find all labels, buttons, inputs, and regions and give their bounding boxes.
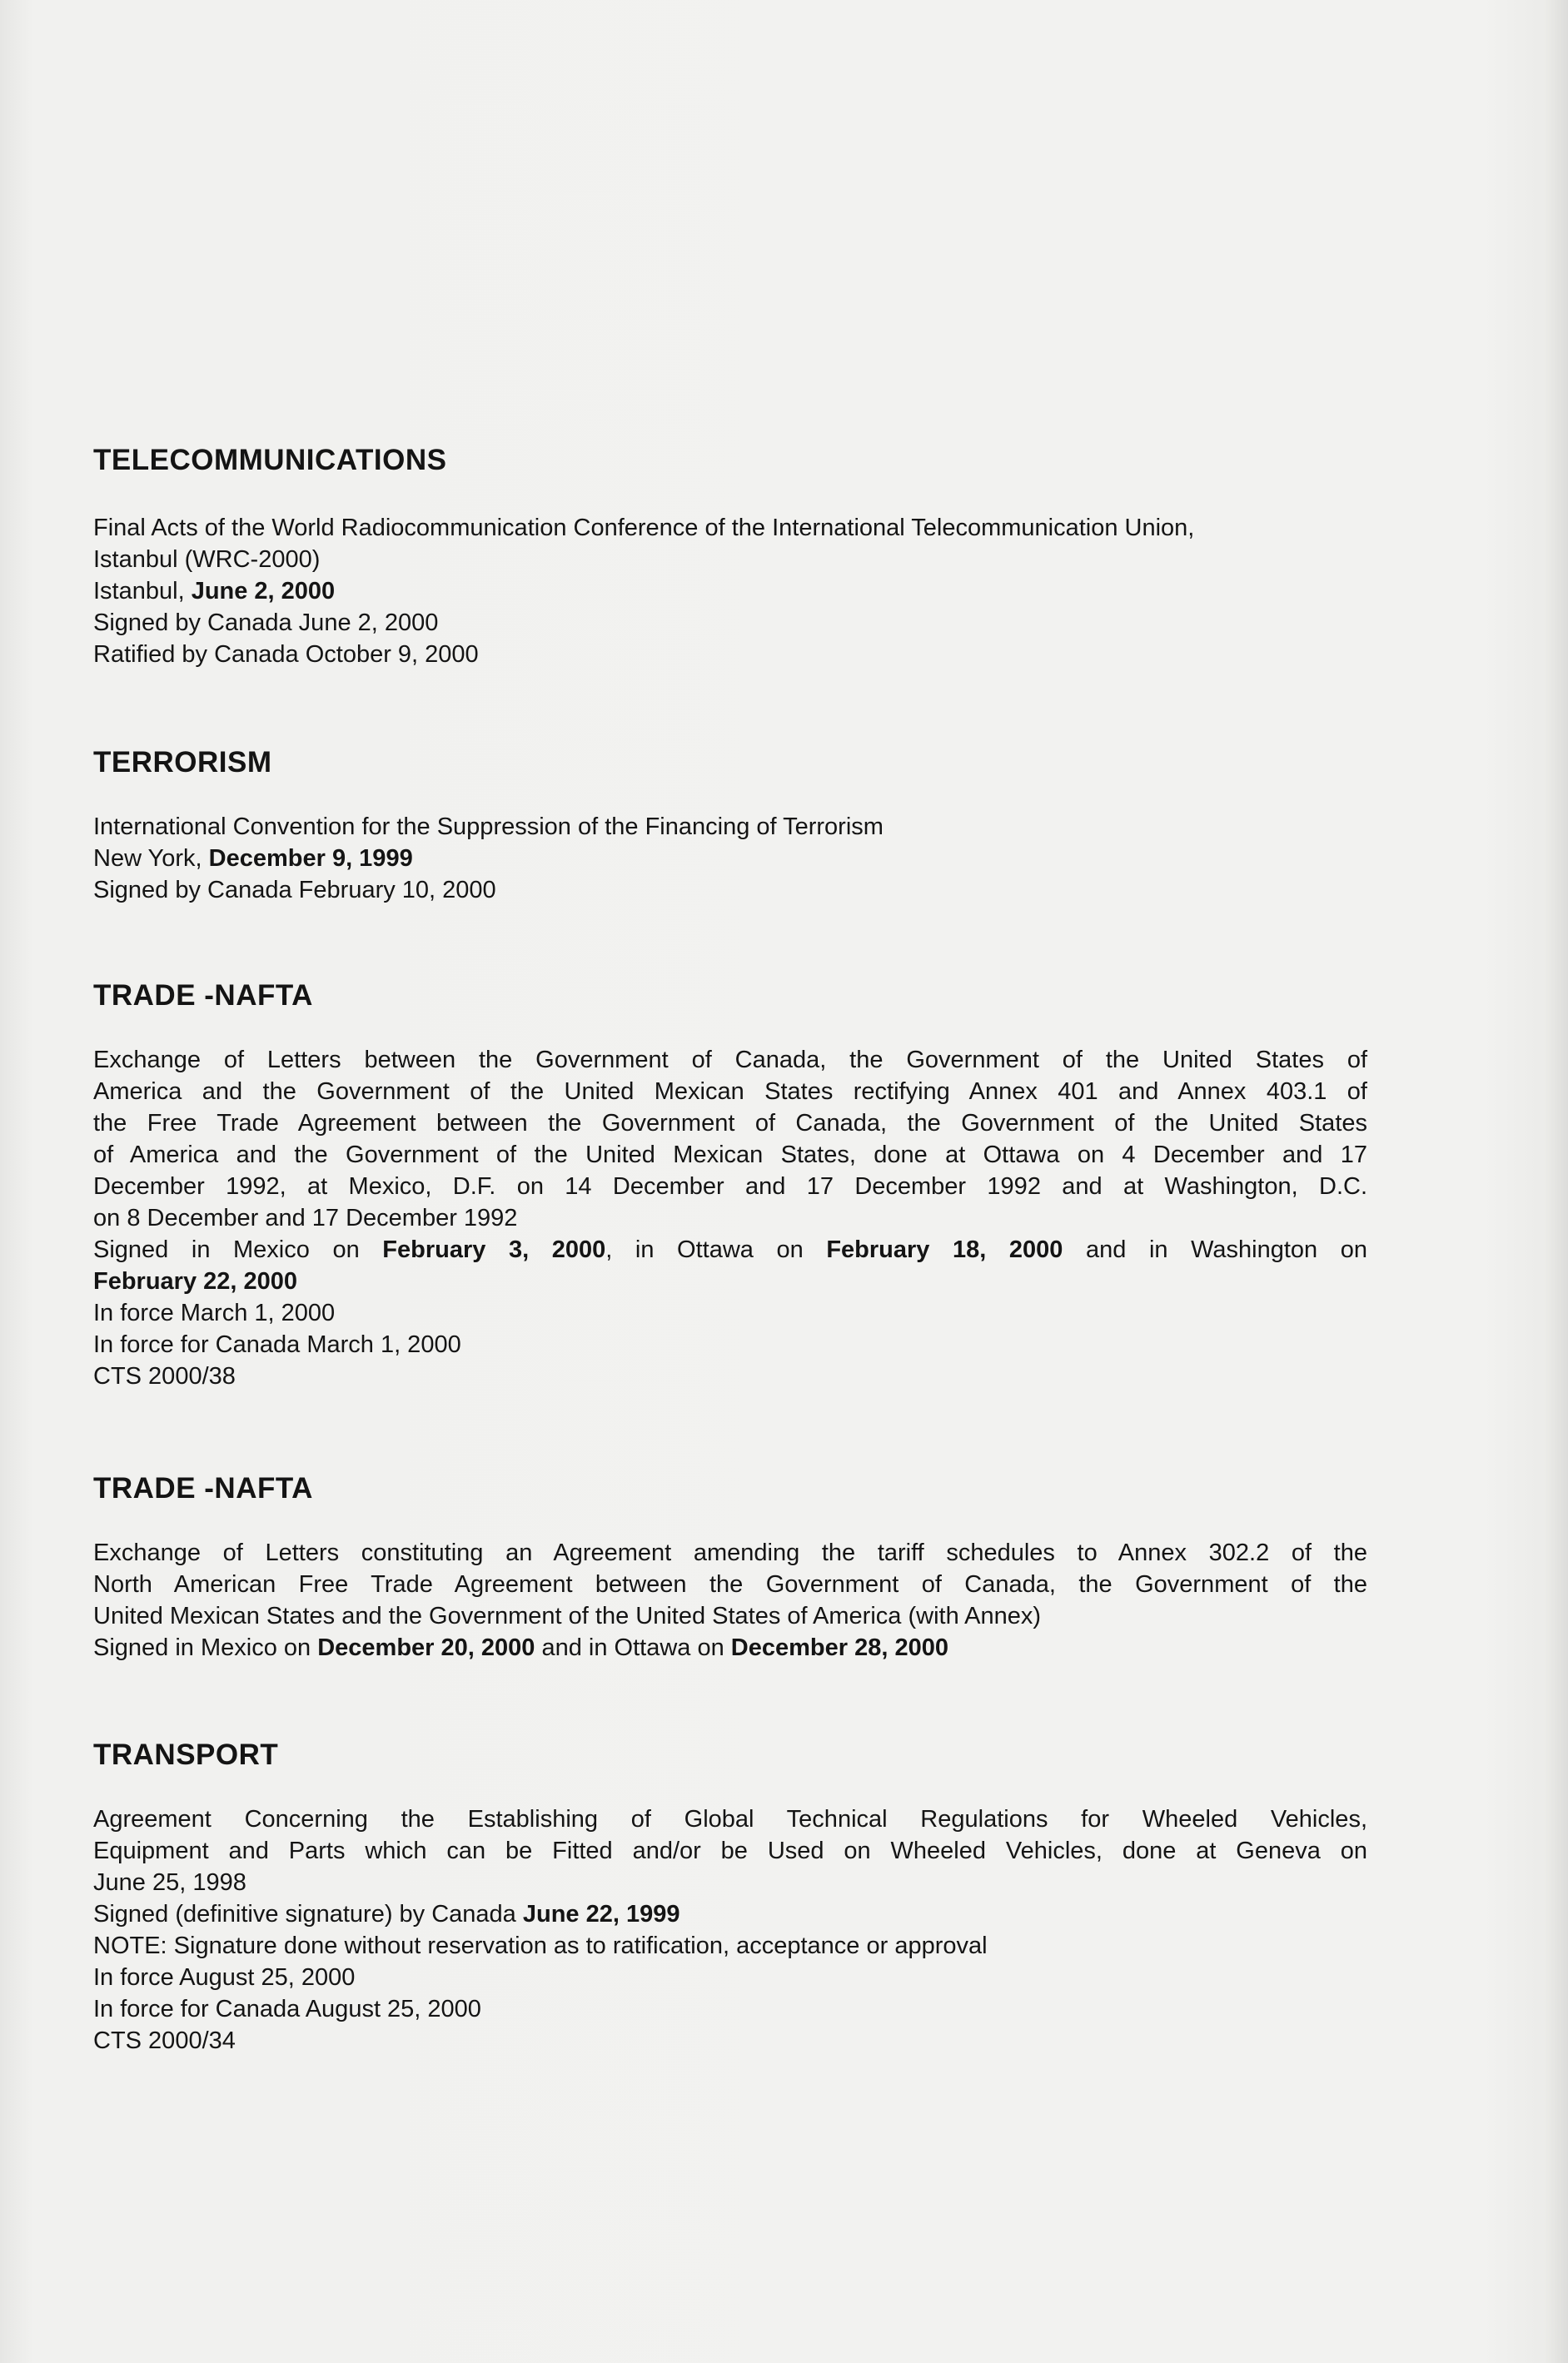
agreement-title-line: June 25, 1998 (93, 1869, 246, 1896)
entry-into-force-canada: In force for Canada March 1, 2000 (93, 1331, 461, 1358)
section-trade-nafta-1 (93, 979, 1367, 1392)
signature-date: February 3, 2000 (382, 1236, 606, 1263)
agreement-title-line: Exchange of Letters between the Government of Canada, the Government of the United States of (93, 1047, 1367, 1073)
agreement-title-line: December 1992, at Mexico, D.F. on 14 December and 17 December 1992 and at Washington, D.C. (93, 1173, 1367, 1200)
section-heading: TRADE -NAFTA (93, 979, 313, 1012)
agreement-title-line: North American Free Trade Agreement between the Government of Canada, the Government of the (93, 1571, 1367, 1598)
signature-date: June 22, 1999 (522, 1901, 680, 1928)
agreement-title-continued: Istanbul (WRC-2000) (93, 546, 321, 573)
section-heading: TRADE -NAFTA (93, 1472, 313, 1505)
agreement-title: Final Acts of the World Radiocommunication Conference of the International Telecommunication Union, (93, 515, 1195, 541)
signature-date: December 20, 2000 (317, 1634, 535, 1661)
entry-into-force: In force August 25, 2000 (93, 1964, 356, 1991)
section-heading: TRANSPORT (93, 1739, 279, 1771)
agreement-title-line: Agreement Concerning the Establishing of Global Technical Regulations for Wheeled Vehicles, (93, 1806, 1367, 1833)
entry-into-force-canada: In force for Canada August 25, 2000 (93, 1996, 481, 2022)
section-heading: TERRORISM (93, 746, 272, 779)
agreement-title-line: Exchange of Letters constituting an Agreement amending the tariff schedules to Annex 302.2 of the (93, 1540, 1367, 1566)
agreement-title: International Convention for the Suppression of the Financing of Terrorism (93, 813, 884, 840)
conclusion-date: December 9, 1999 (208, 845, 413, 872)
agreement-title-line: United Mexican States and the Government of the United States of America (with Annex) (93, 1603, 1042, 1629)
place-and-date: Istanbul, June 2, 2000 (93, 578, 336, 604)
agreement-title-line: of America and the Government of the United Mexican States, done at Ottawa on 4 December and 17 (93, 1142, 1367, 1168)
section-transport (93, 1739, 1367, 2057)
signature-info: Signed by Canada June 2, 2000 (93, 609, 439, 636)
section-telecommunications (93, 444, 1367, 670)
agreement-title-block (93, 1044, 1367, 1234)
agreement-title-line: the Free Trade Agreement between the Government of Canada, the Government of the United States (93, 1110, 1367, 1137)
treaty-series-number: CTS 2000/38 (93, 1363, 236, 1390)
signature-info: Signed (definitive signature) by Canada June 22, 1999 (93, 1901, 680, 1928)
conclusion-date: June 2, 2000 (191, 578, 336, 604)
signature-info-continued (93, 1266, 1367, 1297)
signature-info: Signed by Canada February 10, 2000 (93, 877, 496, 903)
section-trade-nafta-2 (93, 1472, 1367, 1664)
signature-info: Signed in Mexico on December 20, 2000 and in Ottawa on December 28, 2000 (93, 1634, 948, 1661)
signature-date: December 28, 2000 (730, 1634, 948, 1661)
signature-date: February 18, 2000 (826, 1236, 1063, 1263)
section-heading: TELECOMMUNICATIONS (93, 444, 447, 476)
signature-note: NOTE: Signature done without reservation as to ratification, acceptance or approval (93, 1933, 988, 1959)
ratification-info: Ratified by Canada October 9, 2000 (93, 641, 479, 668)
entry-into-force: In force March 1, 2000 (93, 1300, 336, 1326)
agreement-title-block (93, 1803, 1367, 1898)
agreement-title-line: on 8 December and 17 December 1992 (93, 1205, 518, 1231)
agreement-title-line: America and the Government of the United Mexican States rectifying Annex 401 and Annex 403.1 of (93, 1078, 1367, 1105)
section-terrorism (93, 746, 1367, 906)
signature-info: Signed in Mexico on February 3, 2000, in Ottawa on February 18, 2000 and in Washington on (93, 1236, 1367, 1263)
place-and-date: New York, December 9, 1999 (93, 845, 413, 872)
page-gutter-shadow (1545, 0, 1568, 2363)
signature-date: February 22, 2000 (93, 1268, 298, 1295)
agreement-title-line: Equipment and Parts which can be Fitted and/or be Used on Wheeled Vehicles, done at Geneva on (93, 1838, 1367, 1864)
agreement-title-block (93, 1537, 1367, 1632)
treaty-series-number: CTS 2000/34 (93, 2027, 236, 2054)
